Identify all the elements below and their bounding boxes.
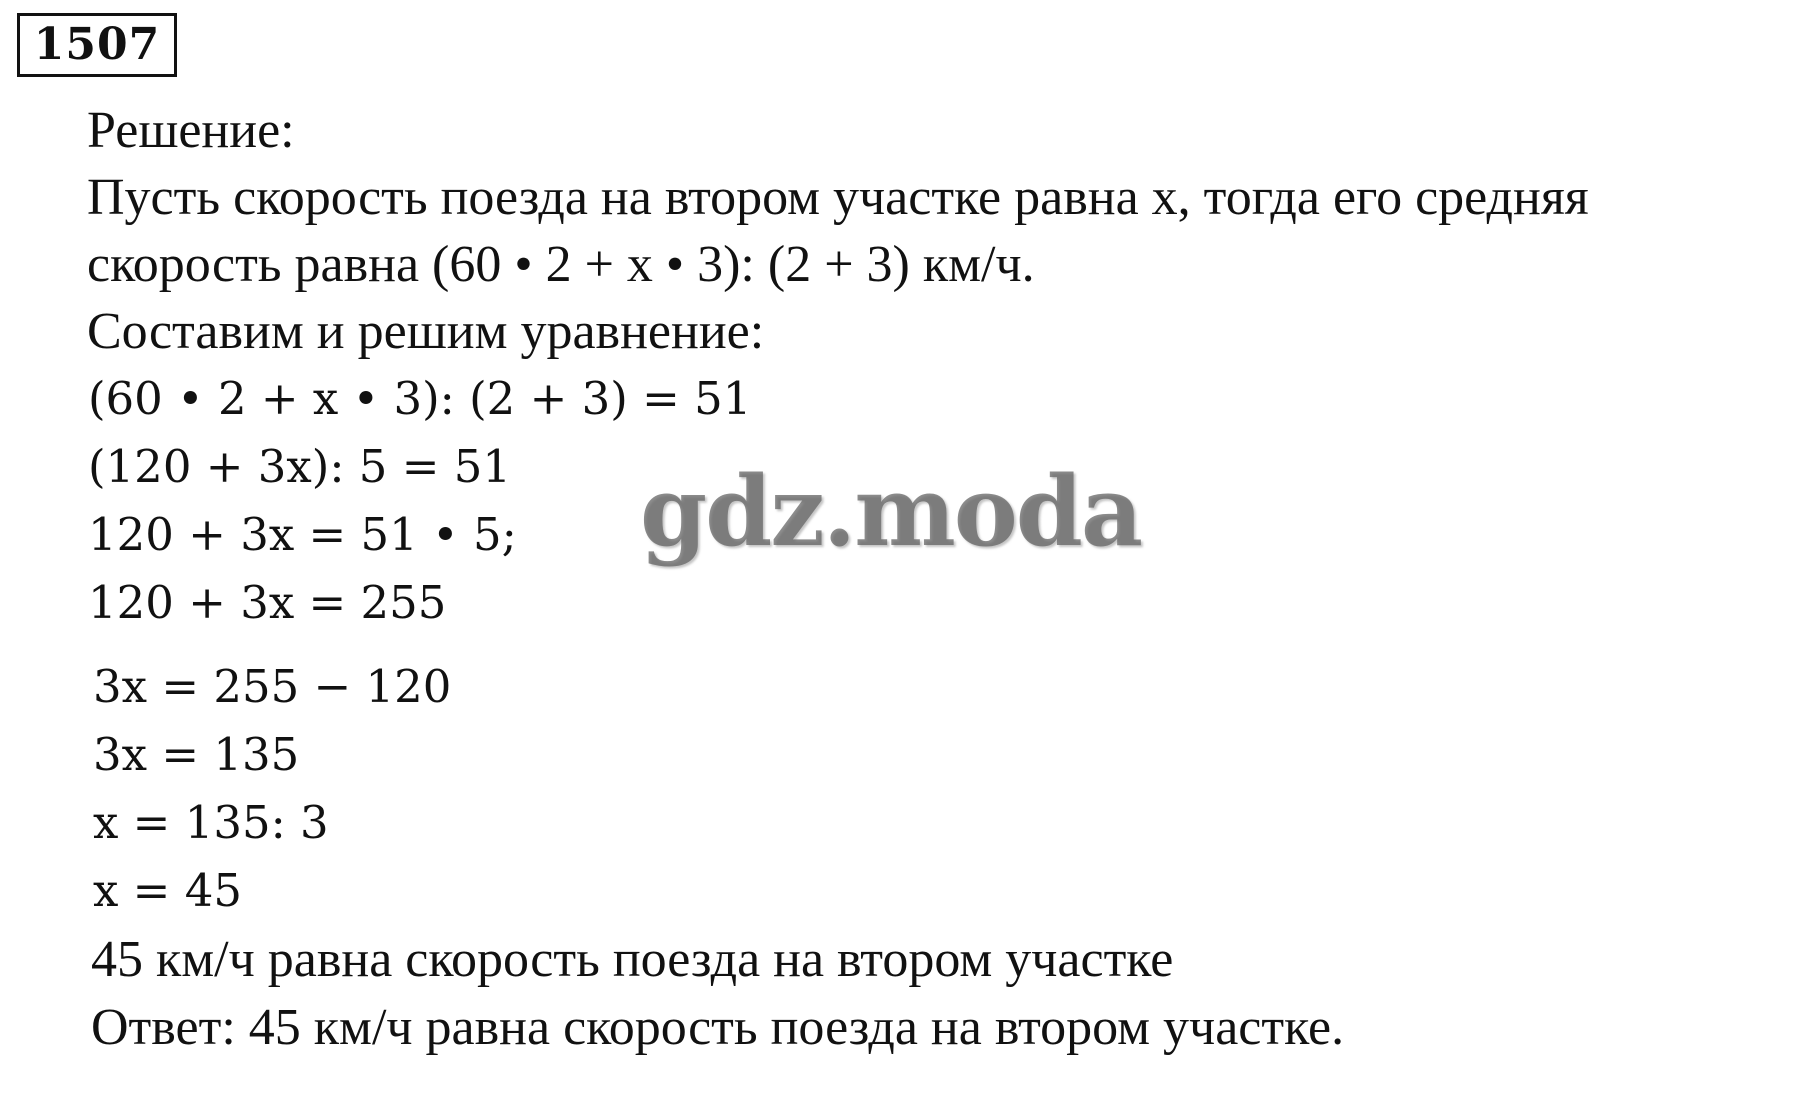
answer-line: Ответ: 45 км/ч равна скорость поезда на втором участке.: [91, 999, 1345, 1056]
equation-line-1: (60 • 2 + x • 3): (2 + 3) = 51: [88, 372, 752, 425]
solution-text-line-1: Пусть скорость поезда на втором участке равна x, тогда его средняя: [87, 169, 1589, 226]
conclusion-line: 45 км/ч равна скорость поезда на втором участке: [91, 931, 1174, 988]
solution-text-line-3: Составим и решим уравнение:: [87, 303, 765, 360]
equation-line-2: (120 + 3x): 5 = 51: [88, 440, 511, 493]
equation-line-8: x = 45: [93, 864, 242, 917]
solution-text-line-2: скорость равна (60 • 2 + x • 3): (2 + 3) км/ч.: [87, 236, 1035, 293]
equation-line-3: 120 + 3x = 51 • 5;: [88, 508, 517, 561]
equation-line-7: x = 135: 3: [93, 796, 329, 849]
solution-heading: Решение:: [87, 102, 295, 159]
equation-line-4: 120 + 3x = 255: [88, 576, 447, 629]
watermark-logo: gdz.moda: [640, 455, 1142, 568]
equation-line-6: 3x = 135: [93, 728, 300, 781]
equation-line-5: 3x = 255 − 120: [93, 660, 452, 713]
problem-number-box: 1507: [17, 13, 177, 77]
